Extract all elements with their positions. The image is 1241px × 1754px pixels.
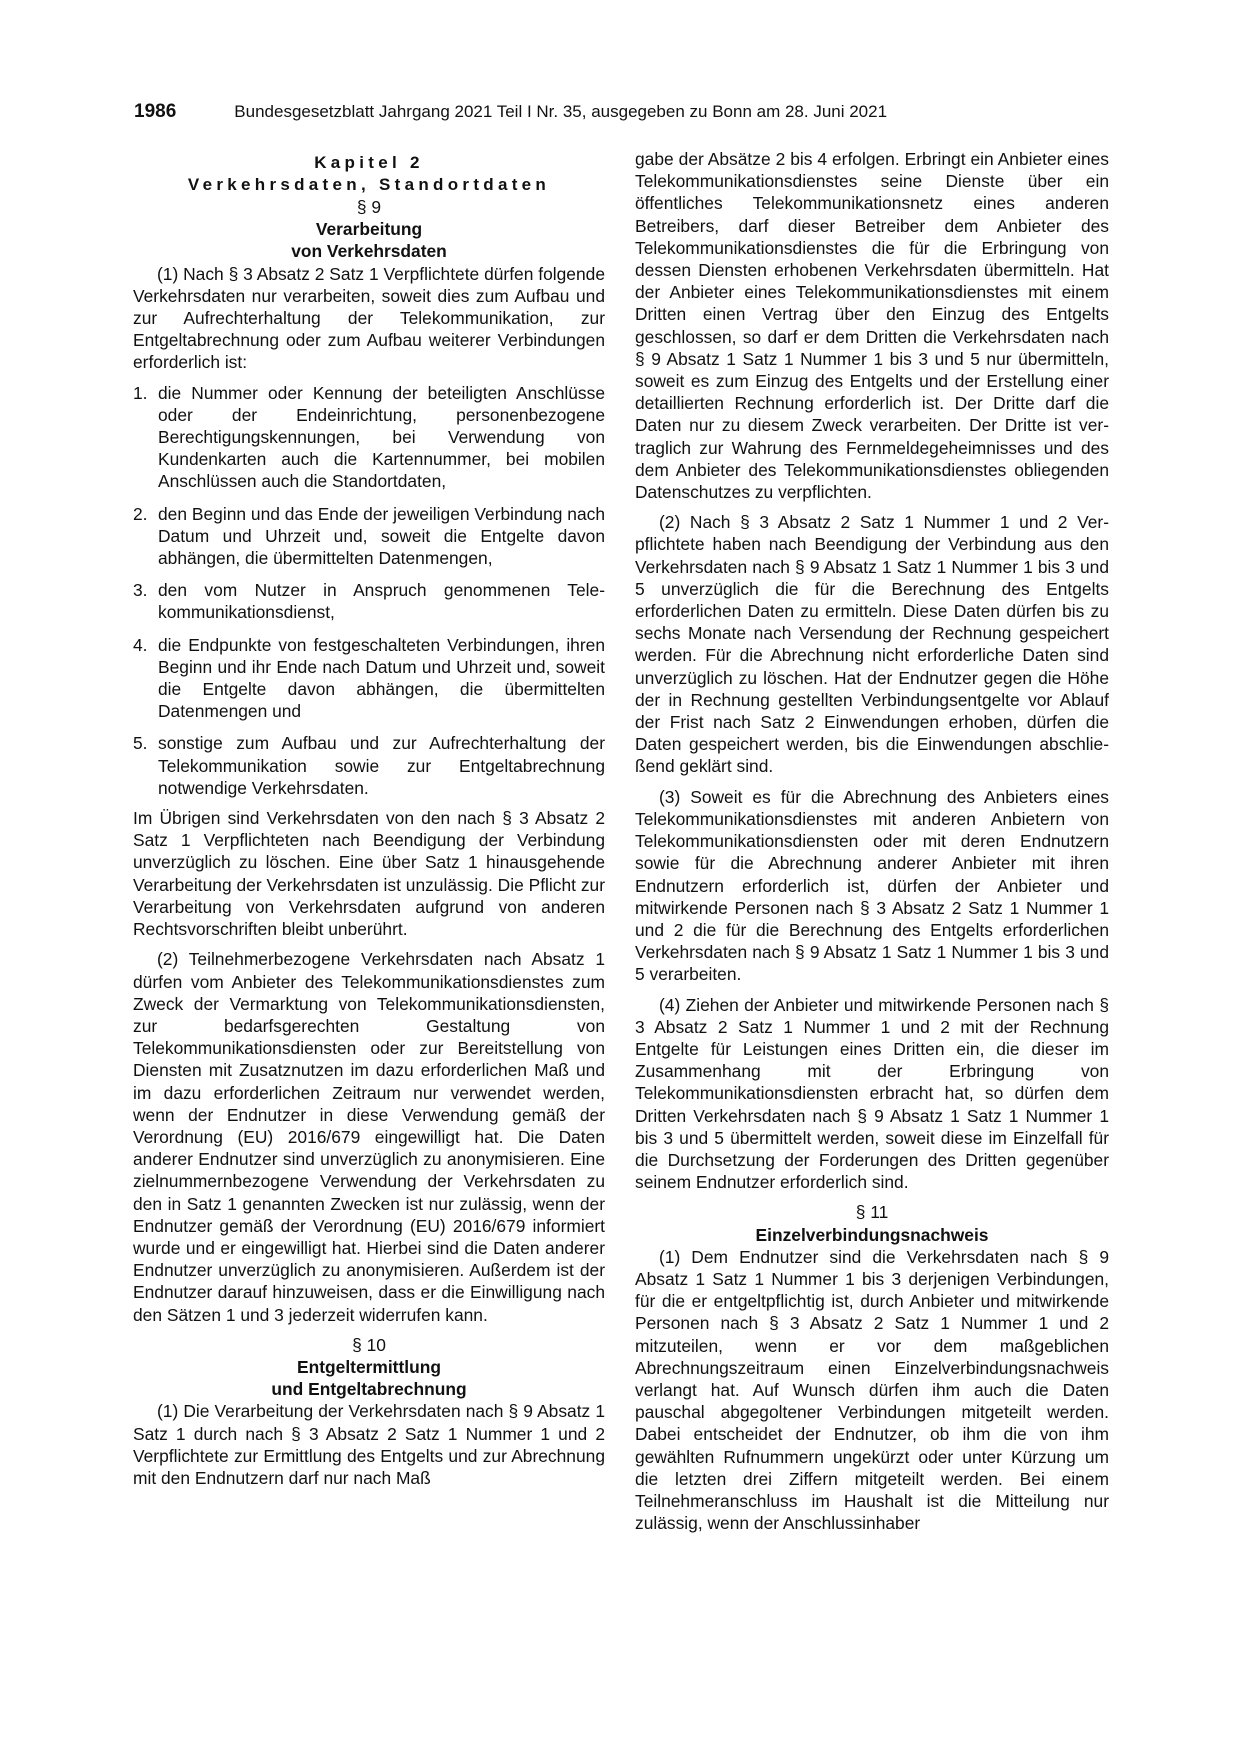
- page-number: 1986: [134, 101, 177, 122]
- list-item: [133, 503, 605, 570]
- section-9-paragraph-1: (1) Nach § 3 Absatz 2 Satz 1 Verpflichtete dürfen folgende Verkehrsdaten nur verarbeiten, soweit dies zum Aufbau und zur Aufrechterhaltung der Telekommunikation, zur Entgeltabrechnung oder zum Aufbau weiterer Verbindungen erforderlich ist:: [133, 263, 605, 373]
- list-item-text: die Endpunkte von festgeschalteten Verbindungen, ihren Beginn und ihr Ende nach Datum und Uhrzeit und, soweit die Entgelte davon abhängen, die übermittelten Datenmengen und: [158, 634, 605, 722]
- list-item-text: den vom Nutzer in Anspruch genommenen Telekommunikationsdienst,: [158, 580, 605, 623]
- list-item: [133, 579, 605, 623]
- list-item-number: 2.: [133, 503, 148, 524]
- right-column: [635, 148, 1109, 1542]
- running-title: Bundesgesetzblatt Jahrgang 2021 Teil I Nr. 35, ausgegeben zu Bonn am 28. Juni 2021: [234, 102, 888, 121]
- section-10-paragraph-2: (2) Nach § 3 Absatz 2 Satz 1 Nummer 1 und 2 Verpflichtete haben nach Beendigung der Verbindung aus den Verkehrsdaten nach § 9 Absatz 1 Satz 1 Nummer 1 bis 3 und 5 unverzüglich die für die Berechnung des Entgelts erforderlichen Daten zu ermitteln. Diese Daten dürfen bis zu sechs Monate nach Versendung der Rechnung gespeichert werden. Für die Abrechnung nicht erforderliche Daten sind unverzüglich zu löschen. Hat der Endnutzer gegen die Höhe der in Rechnung gestellten Verbindungsentgelte vor Ablauf der Frist nach Satz 2 Einwendungen erhoben, dürfen die Daten gespeichert werden, bis die Einwendungen abschließend geklärt sind.: [635, 512, 1109, 777]
- list-item-text: sonstige zum Aufbau und zur Aufrechterhaltung der Telekommunikation sowie zur Entgeltabrechnung notwendige Verkehrsdaten.: [158, 733, 605, 798]
- section-10-paragraph-1: (1) Die Verarbeitung der Verkehrsdaten nach § 9 Absatz 1 Satz 1 durch nach § 3 Absatz 2 Satz 1 Nummer 1 und 2 Verpflichtete zur Ermittlung des Entgelts und zur Abrechnung mit den Endnutzern darf nur nach Maß: [133, 1401, 605, 1488]
- section-10-paragraph-4: (4) Ziehen der Anbieter und mitwirkende Personen nach § 3 Absatz 2 Satz 1 Nummer 1 und 2 mit der Rechnung Entgelte für Leistungen eines Dritten ein, die dieser im Zusammenhang mit der Erbringung von Telekommunikationsdiensten erbracht hat, so dürfen dem Dritten Verkehrsdaten nach § 9 Absatz 1 Satz 1 Nummer 1 bis 3 und 5 übermittelt werden, soweit diese im Einzelfall für die Durchsetzung der Forderungen des Dritten gegenüber seinem Endnutzer erforderlich sind.: [635, 994, 1109, 1193]
- section-9-paragraph-2: (2) Teilnehmerbezogene Verkehrsdaten nach Absatz 1 dürfen vom Anbieter des Telekommunikationsdienstes zum Zweck der Vermarktung von Telekommunikationsdiensten, zur bedarfsgerechten Gestaltung von Telekommunikationsdiensten oder zur Bereitstellung von Diensten mit Zusatznutzen im dazu erforderlichen Maß und im dazu erforderlichen Zeitraum nur verwendet werden, wenn der Endnutzer in diese Verwendung gemäß der Verordnung (EU) 2016/679 eingewilligt hat. Die Daten anderer Endnutzer sind unverzüglich zu anonymisieren. Eine zielnummernbezogene Verwendung der Verkehrsdaten zu den in Satz 1 genannten Zwecken ist nur zulässig, wenn der Endnutzer gemäß der Verordnung (EU) 2016/679 informiert wurde und er eingewilligt hat. Hierbei sind die Daten anderer Endnutzer unverzüglich zu anonymisieren. Außerdem ist der Endnutzer darauf hinzuweisen, dass er die Einwilligung nach den Sätzen 1 und 3 jederzeit widerrufen kann.: [133, 949, 605, 1325]
- list-item-text: die Nummer oder Kennung der beteiligten Anschlüsse oder der Endeinrichtung, personenbezogene Berechtigungskennungen, bei Verwendung von Kundenkarten auch die Kartennummer, bei mobilen Anschlüssen auch die Standortdaten,: [158, 382, 605, 492]
- list-item-number: 5.: [133, 733, 148, 754]
- section-10-paragraph-1-continued: gabe der Absätze 2 bis 4 erfolgen. Erbringt ein Anbieter eines Telekommunikationsdienstes seine Dienste über ein öffentliches Telekommunikationsnetz eines anderen Betreibers, darf dieser Betreiber dem Anbieter des Telekommunikationsdienstes die für die Erbringung von dessen Diensten erhobenen Verkehrsdaten übermitteln. Hat der Anbieter eines Telekommunikationsdienstes mit einem Dritten einen Vertrag über den Einzug des Entgelts geschlossen, so darf er dem Dritten die Verkehrsdaten nach § 9 Absatz 1 Satz 1 Nummer 1 bis 3 und 5 nur übermitteln, soweit es zum Einzug des Entgelts und der Erstellung einer detaillierten Rechnung erforderlich ist. Der Dritte darf die Daten nur zu diesem Zweck verarbeiten. Der Dritte ist vertraglich zur Wahrung des Fernmeldegeheimnisses und des dem Anbieter des Telekommunikationsdienstes obliegenden Datenschutzes zu verpflichten.: [635, 149, 1109, 503]
- list-item-number: 4.: [133, 634, 148, 655]
- list-item: [133, 732, 605, 799]
- section-9-item-list: [133, 382, 605, 799]
- list-item: [133, 382, 605, 493]
- section-10-paragraph-3: (3) Soweit es für die Abrechnung des Anbieters eines Telekommunikationsdienstes mit anderen Anbietern von Telekommunikationsdiensten oder mit deren Endnutzern sowie für die Abrechnung anderer Anbieter mit ihren Endnutzern erforderlich ist, dürfen der Anbieter und mitwirkende Personen nach § 3 Absatz 2 Satz 1 Nummer 1 und 2 die für die Berechnung des Entgelts erforderlichen Verkehrsdaten nach § 9 Absatz 1 Satz 1 Nummer 1 bis 3 und 5 verarbeiten.: [635, 786, 1109, 985]
- section-11-number: § 11: [855, 1202, 889, 1223]
- section-11-title: Einzelverbindungsnachweis: [755, 1224, 989, 1245]
- list-item-number: 1.: [133, 382, 148, 403]
- list-item: [133, 634, 605, 723]
- running-header: [134, 101, 994, 123]
- section-11-paragraph-1: (1) Dem Endnutzer sind die Verkehrsdaten nach § 9 Absatz 1 Satz 1 Nummer 1 bis 3 derjenigen Verbindungen, für die er entgeltpflichtig ist, durch Anbieter und mitwirkende Personen nach § 3 Absatz 2 Satz 1 Nummer 1 und 2 mitzuteilen, wenn er vor dem maßgeblichen Abrechnungszeitraum einen Einzelverbindungsnachweis verlangt hat. Auf Wunsch dürfen ihm auch die Daten pauschal abgegoltener Verbindungen mitgeteilt werden. Dabei entscheidet der Endnutzer, ob ihm die von ihm gewählten Rufnummern ungekürzt oder unter Kürzung um die letzten drei Ziffern mitgeteilt werden. Bei einem Teilnehmeranschluss im Haushalt ist die Mitteilung nur zulässig, wenn der Anschlussinhaber: [635, 1246, 1109, 1534]
- list-item-number: 3.: [133, 580, 148, 601]
- left-column: [133, 152, 605, 1497]
- section-10-title: Entgeltermittlung und Entgeltabrechnung: [271, 1356, 467, 1400]
- chapter-title: Verkehrsdaten, Standortdaten: [187, 175, 551, 194]
- section-9-paragraph-1-continuation: Im Übrigen sind Verkehrsdaten von den nach § 3 Absatz 2 Satz 1 Verpflichteten nach Beendigung der Verbindung unverzüglich zu löschen. Eine über Satz 1 hinausgehende Verarbeitung der Verkehrsdaten ist unzulässig. Die Pflicht zur Verarbeitung von Verkehrsdaten aufgrund von anderen Rechtsvorschriften bleibt unberührt.: [133, 808, 605, 940]
- section-9-title: Verarbeitung von Verkehrsdaten: [291, 219, 447, 262]
- section-10-number: § 10: [352, 1334, 386, 1355]
- list-item-text: den Beginn und das Ende der jeweiligen Verbindung nach Datum und Uhrzeit und, soweit die Entgelte davon abhängen, die übermittelten Datenmengen,: [158, 503, 605, 569]
- chapter-number: Kapitel 2: [314, 153, 424, 172]
- section-9-number: § 9: [356, 197, 382, 217]
